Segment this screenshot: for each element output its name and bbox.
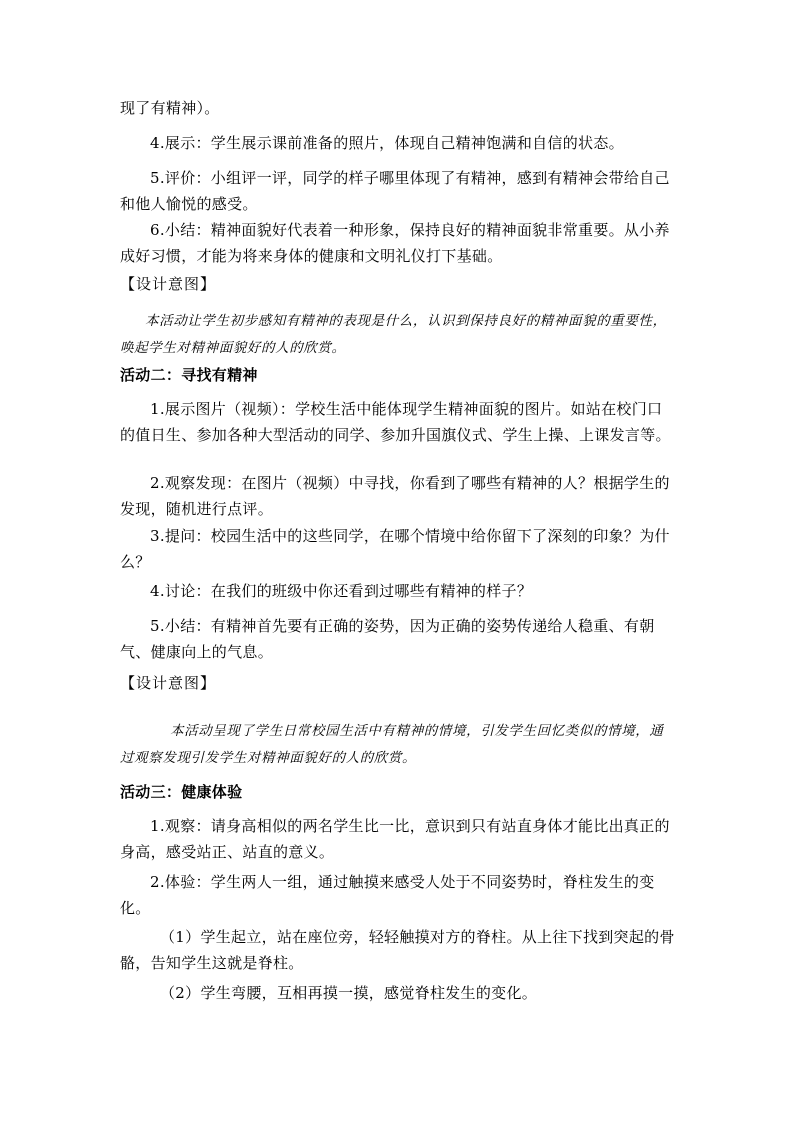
paragraph-activity3-step1: 1.观察：请身高相似的两名学生比一比，意识到只有站直身体才能比出真正的身高，感受站正、站直的意义。 [120,817,670,861]
paragraph-activity3-step2: 2.体验：学生两人一组，通过触摸来感受人处于不同姿势时，脊柱发生的变化。 [120,873,655,917]
paragraph-activity2-step3: 3.提问：校园生活中的这些同学，在哪个情境中给你留下了深刻的印象？为什么？ [120,527,670,571]
section-heading-activity2: 活动二：寻找有精神 [120,366,258,384]
design-intent-label-1: 【设计意图】 [120,275,217,293]
paragraph-activity2-step4: 4.讨论：在我们的班级中你还看到过哪些有精神的样子？ [150,582,533,600]
design-intent-text-2: 本活动呈现了学生日常校园生活中有精神的情境，引发学生回忆类似的情境，通过观察发现引发学生对精神面貌好的人的欣赏。 [120,723,664,766]
paragraph-activity3-substep1: （1）学生起立，站在座位旁，轻轻触摸对方的脊柱。从上往下找到突起的骨骼，告知学生这就是脊柱。 [120,928,675,972]
paragraph-continuation: 现了有精神）。 [120,99,220,117]
section-heading-activity3: 活动三：健康体验 [120,783,243,801]
paragraph-activity3-substep2: （2）学生弯腰，互相再摸一摸，感觉脊柱发生的变化。 [160,984,538,1002]
design-intent-label-2: 【设计意图】 [120,674,217,692]
paragraph-activity1-step4: 4.展示：学生展示课前准备的照片，体现自己精神饱满和自信的状态。 [150,134,624,152]
paragraph-activity1-step5: 5.评价：小组评一评，同学的样子哪里体现了有精神，感到有精神会带给自己和他人愉悦的感受。 [120,169,670,213]
paragraph-activity2-step1: 1.展示图片（视频）：学校生活中能体现学生精神面貌的图片。如站在校门口的值日生、参加各种大型活动的同学、参加升国旗仪式、学生上操、上课发言等。 [120,400,671,444]
paragraph-activity1-summary: 6.小结：精神面貌好代表着一种形象，保持良好的精神面貌非常重要。从小养成好习惯，才能为将来身体的健康和文明礼仪打下基础。 [120,221,670,265]
design-intent-text-1: 本活动让学生初步感知有精神的表现是什么，认识到保持良好的精神面貌的重要性，唤起学生对精神面貌好的人的欣赏。 [120,313,667,356]
paragraph-activity2-summary: 5.小结：有精神首先要有正确的姿势，因为正确的姿势传递给人稳重、有朝气、健康向上的气息。 [120,617,655,661]
paragraph-activity2-step2: 2.观察发现：在图片（视频）中寻找，你看到了哪些有精神的人？根据学生的发现，随机进行点评。 [120,474,670,518]
